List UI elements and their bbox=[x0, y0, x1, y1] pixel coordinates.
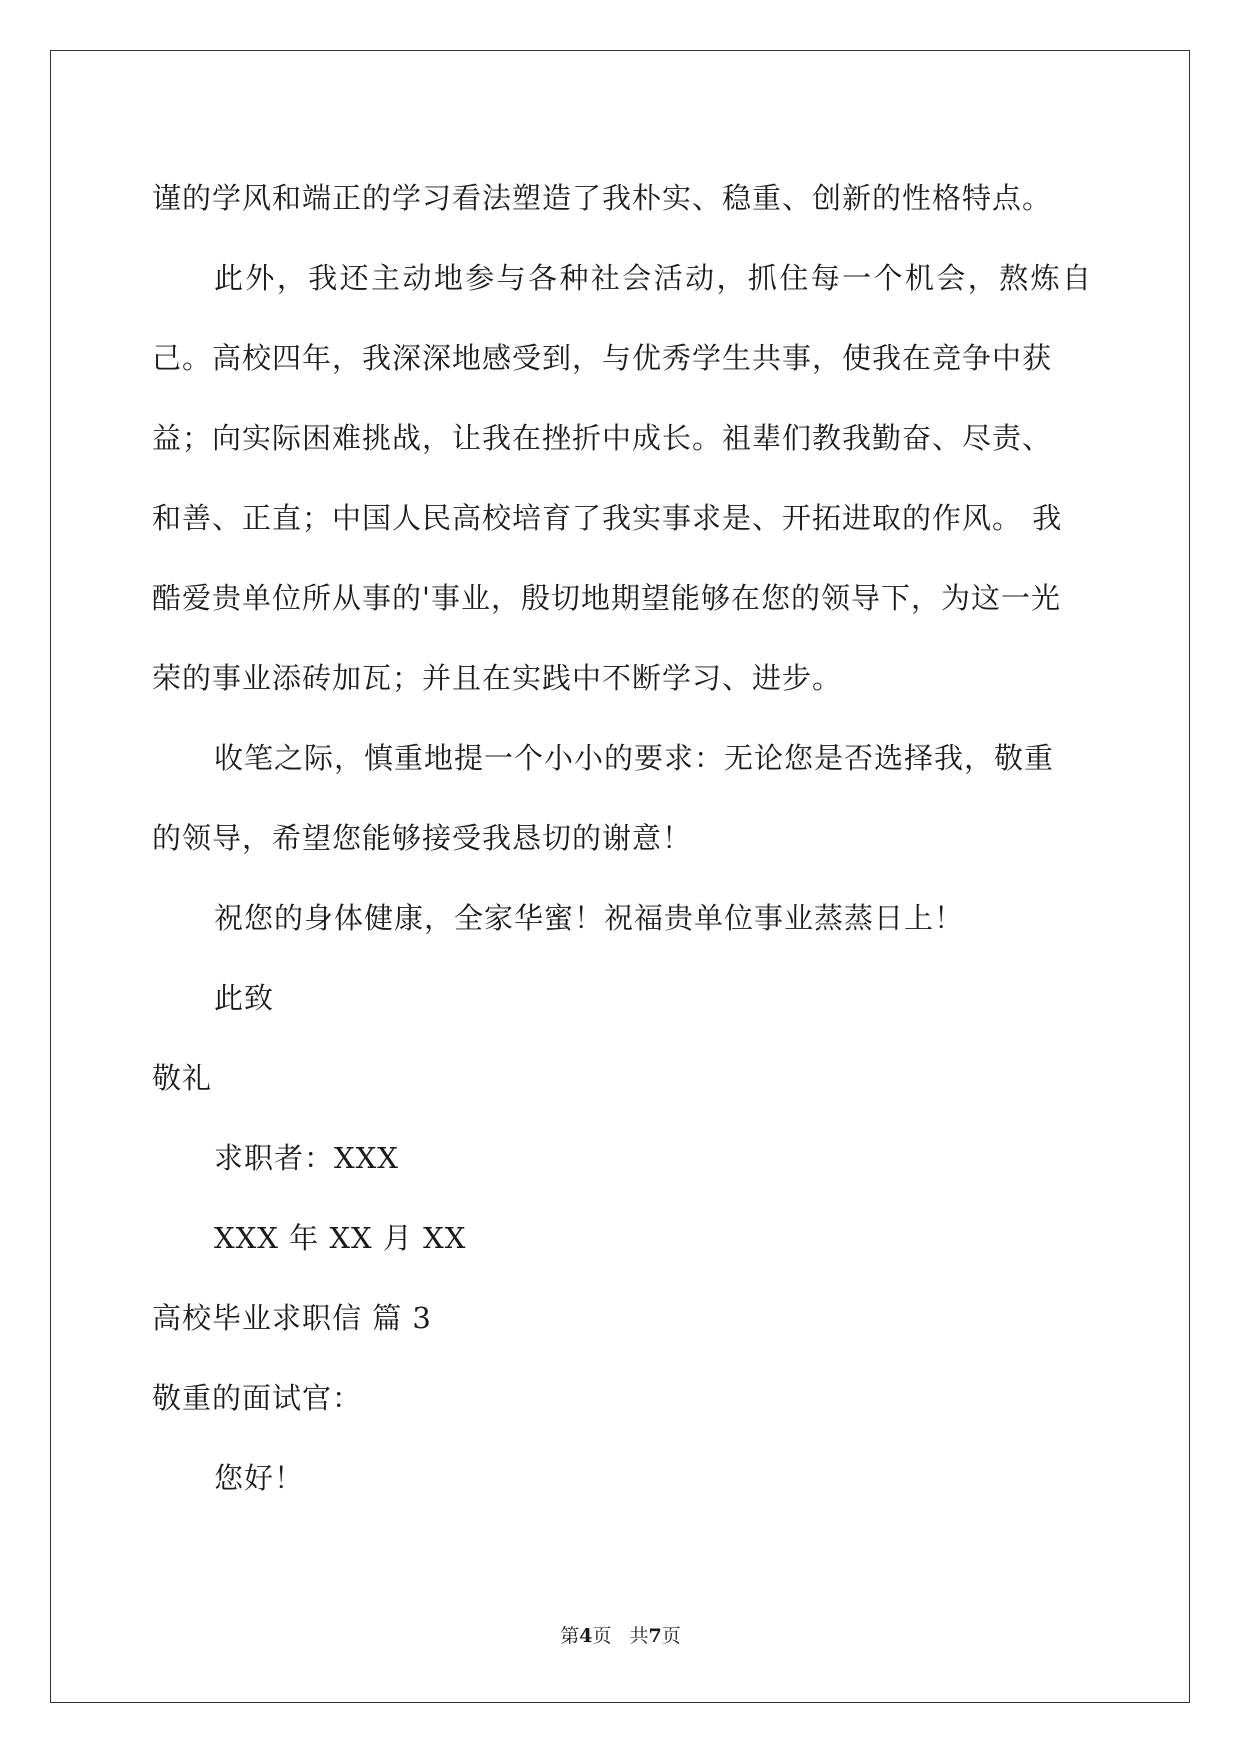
footer-total-suffix: 页 bbox=[661, 1625, 681, 1647]
body-line-7: 荣的事业添砖加瓦；并且在实践中不断学习、进步。 bbox=[152, 661, 843, 695]
body-line-3: 己。高校四年，我深深地感受到，与优秀学生共事，使我在竞争中获 bbox=[152, 341, 1053, 375]
body-line-1: 谨的学风和端正的学习看法塑造了我朴实、稳重、创新的性格特点。 bbox=[152, 181, 1053, 215]
section-heading: 高校毕业求职信 篇 3 bbox=[152, 1301, 432, 1335]
body-line-9: 的领导，希望您能够接受我恳切的谢意！ bbox=[152, 821, 693, 855]
closing-wishes: 祝您的身体健康，全家华蜜！祝福贵单位事业蒸蒸日上！ bbox=[214, 901, 965, 935]
footer-total-prefix: 共 bbox=[629, 1625, 649, 1647]
footer-page-total: 7 bbox=[648, 1625, 662, 1647]
greeting: 您好！ bbox=[214, 1461, 305, 1495]
page-footer bbox=[0, 1621, 1241, 1648]
document-body bbox=[152, 158, 1092, 1518]
body-line-6: 酷爱贵单位所从事的'事业，殷切地期望能够在您的领导下，为这一光 bbox=[152, 581, 1061, 615]
signature-date: XXX 年 XX 月 XX bbox=[214, 1221, 467, 1255]
body-line-8: 收笔之际，慎重地提一个小小的要求：无论您是否选择我，敬重 bbox=[214, 741, 1055, 775]
footer-page-prefix: 第 bbox=[560, 1625, 580, 1647]
closing-jingli: 敬礼 bbox=[152, 1061, 213, 1095]
body-line-5: 和善、正直；中国人民高校培育了我实事求是、开拓进取的作风。 我 bbox=[152, 501, 1063, 535]
body-line-4: 益；向实际困难挑战，让我在挫折中成长。祖辈们教我勤奋、尽责、 bbox=[152, 421, 1053, 455]
body-line-2: 此 外 ， 我 还 主 动 地 参 与 各 种 社 会 活 动 ， 抓 住 每 一 个 机 会 ， 熬 炼 自 bbox=[214, 261, 1092, 295]
salutation: 敬重的面试官： bbox=[152, 1381, 363, 1415]
closing-cizhi: 此致 bbox=[214, 981, 275, 1015]
footer-page-suffix: 页 bbox=[592, 1625, 612, 1647]
signature-applicant: 求职者：XXX bbox=[214, 1141, 399, 1175]
footer-page-current: 4 bbox=[579, 1625, 593, 1647]
